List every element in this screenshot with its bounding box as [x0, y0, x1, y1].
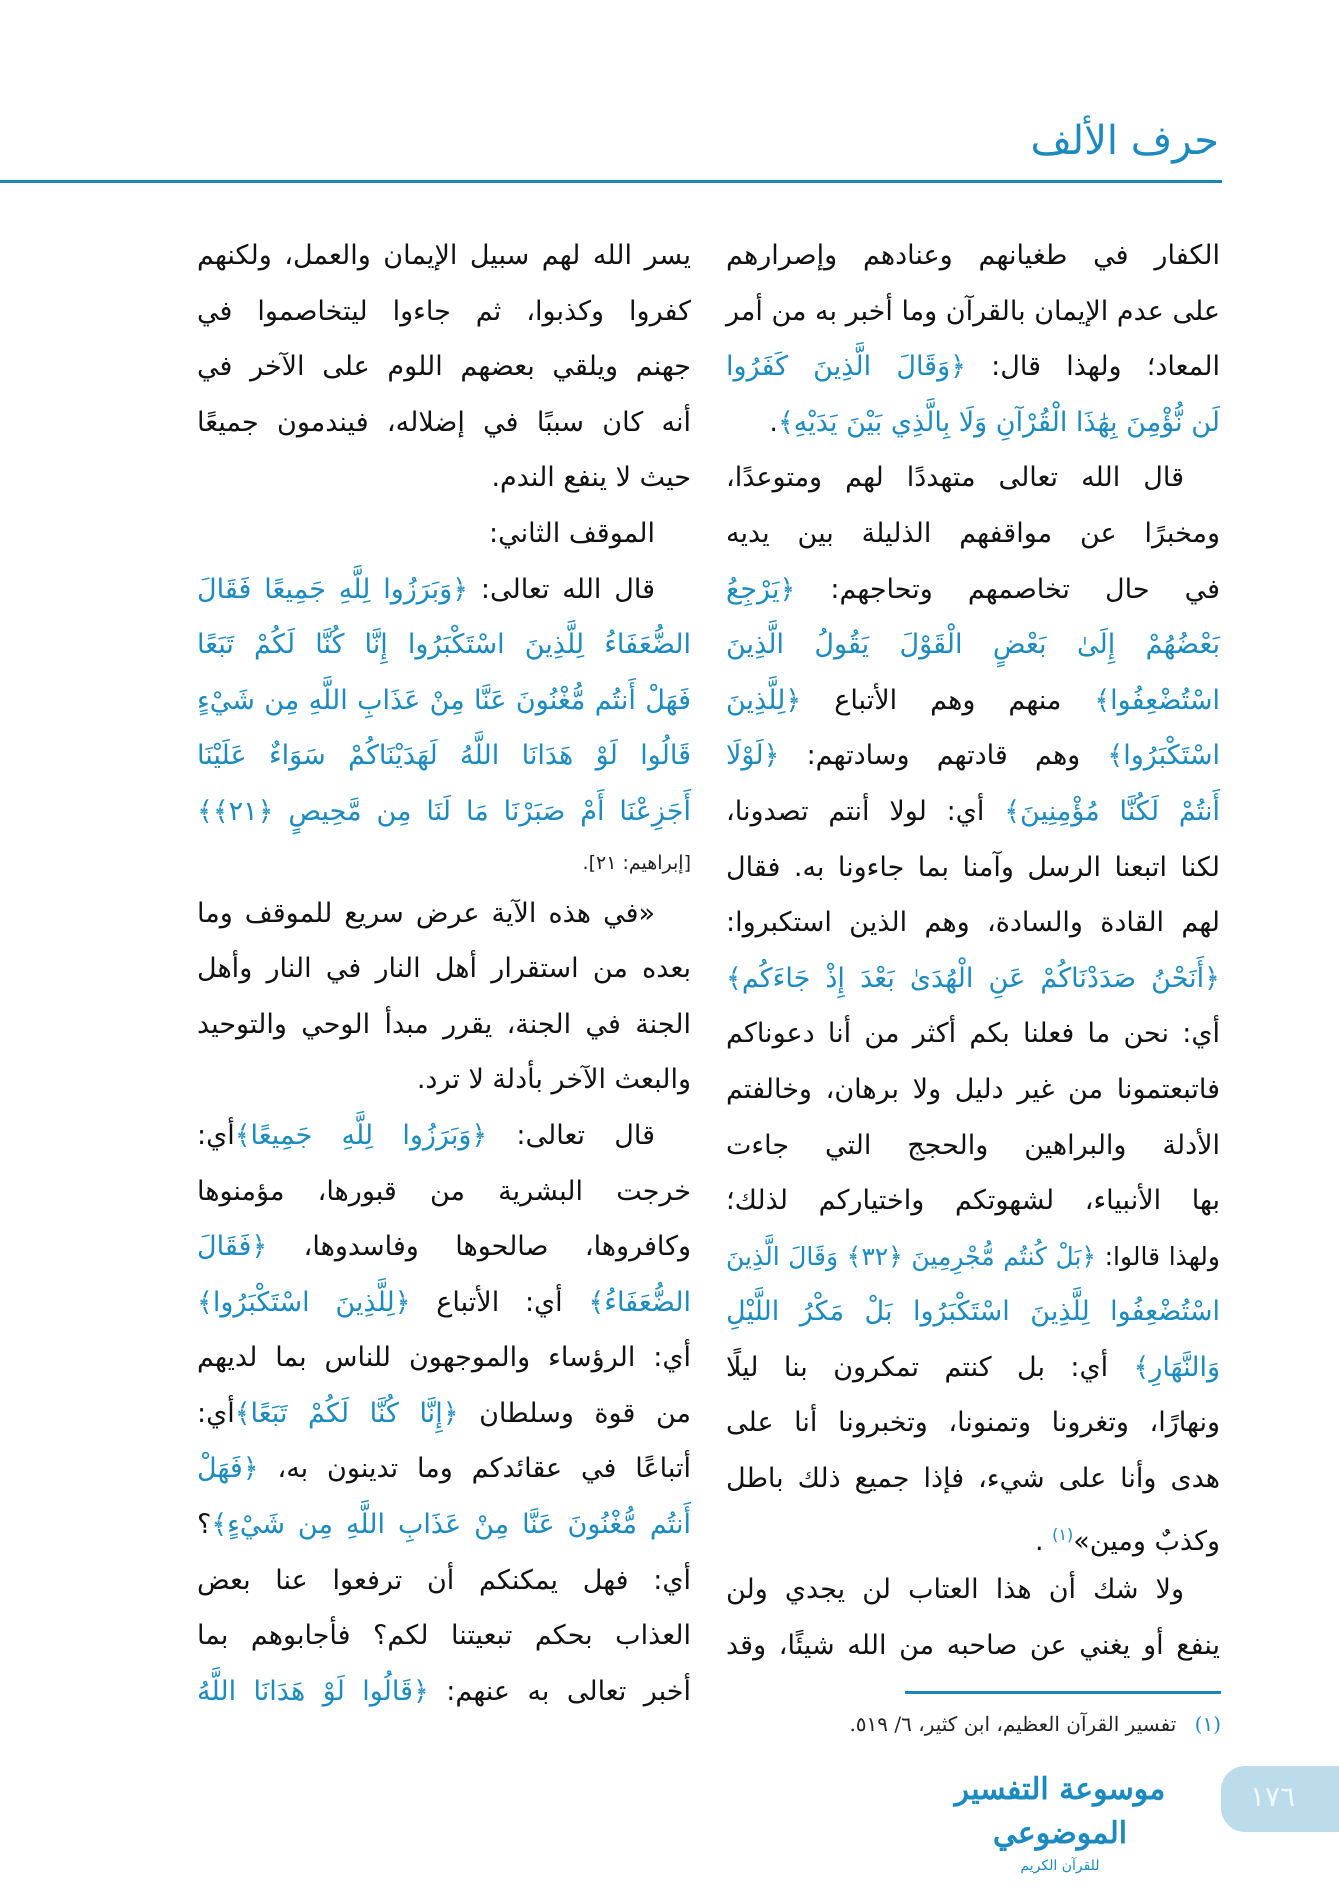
body-text: وكافروها، صالحوها وفاسدوها، — [267, 1231, 691, 1263]
text-line — [726, 450, 1220, 506]
text-line — [726, 895, 1220, 951]
text-line — [197, 395, 691, 451]
body-text: . — [1034, 1525, 1053, 1557]
body-text: «في هذه الآية عرض سريع للموقف وما — [197, 897, 655, 929]
line-content — [197, 1620, 691, 1651]
body-text: . — [769, 406, 778, 438]
body-text: في حال تخاصمهم وتحاجهم: — [795, 573, 1220, 605]
text-line — [197, 617, 691, 673]
logo-subtitle: للقرآن الكريم — [1020, 1858, 1100, 1874]
line-content — [197, 1453, 691, 1484]
line-content — [726, 1407, 1220, 1438]
text-line — [726, 1118, 1220, 1174]
quran-verse-text: ﴿فَهَلْ — [197, 1453, 259, 1485]
text-line — [726, 1284, 1220, 1340]
body-text: أخبر تعالى به عنهم: — [428, 1675, 691, 1707]
line-content — [197, 1565, 691, 1596]
text-line — [726, 562, 1220, 618]
line-content — [726, 1074, 1220, 1105]
body-text: قال الله تعالى متهددًا لهم ومتوعدًا، — [726, 462, 1184, 494]
text-line — [197, 562, 691, 618]
body-text: [إبراهيم: ٢١]. — [582, 851, 691, 874]
body-text: خرجت البشرية من قبورها، مؤمنوها — [197, 1175, 691, 1207]
text-line — [726, 1006, 1220, 1062]
body-text: والبعث الآخر بأدلة لا ترد. — [416, 1064, 691, 1096]
quran-verse-text: ﴿أَنَحْنُ صَدَدْنَاكُمْ عَنِ الْهُدَىٰ بَعْدَ إِذْ جَاءَكُم﴾ — [726, 962, 1220, 994]
line-content — [726, 685, 1220, 716]
text-line — [197, 228, 691, 284]
body-text: المعاد؛ ولهذا قال: — [965, 351, 1220, 383]
line-content — [726, 1130, 1220, 1161]
text-line — [726, 1562, 1220, 1618]
text-line — [197, 1164, 691, 1220]
line-content — [583, 852, 691, 874]
line-content — [197, 629, 691, 660]
page-number: ١٧٦ — [1250, 1780, 1296, 1813]
text-line — [197, 941, 691, 997]
text-line — [197, 784, 691, 840]
text-line — [197, 1219, 691, 1275]
quran-verse-text: أَجَزِعْنَا أَمْ صَبَرْنَا مَا لَنَا مِن مَّحِيصٍ ﴿٢١﴾﴾ — [197, 795, 691, 827]
line-content — [726, 1018, 1220, 1049]
line-content — [726, 462, 1184, 493]
quran-verse-text: ﴿لَوْلَا — [726, 740, 780, 772]
quran-verse-text: ﴿لِلَّذِينَ — [726, 684, 802, 716]
text-line — [197, 1664, 691, 1720]
body-text: أنه كان سببًا في إضلاله، فيندمون جميعًا — [197, 406, 691, 438]
body-text: أتباعًا في عقائدكم وما تدينون به، — [258, 1453, 691, 1485]
right-text-column — [726, 228, 1220, 1673]
quran-verse-text: الضُّعَفَاءُ﴾ — [588, 1286, 691, 1318]
line-content — [197, 240, 691, 271]
line-content — [197, 1009, 691, 1040]
line-content — [726, 796, 1220, 827]
line-content — [726, 1352, 1220, 1383]
text-line — [726, 951, 1220, 1007]
body-text: أي: نحن ما فعلنا بكم أكثر من أنا دعوناكم — [726, 1018, 1220, 1050]
body-text: بها الأنبياء، لشهوتكم واختياركم لذلك؛ — [726, 1185, 1220, 1217]
line-content — [197, 898, 655, 929]
body-text: أي: الأتباع — [410, 1286, 589, 1318]
text-line — [726, 1062, 1220, 1118]
text-line — [197, 673, 691, 729]
line-content — [726, 574, 1220, 605]
line-content — [726, 351, 1220, 382]
line-content — [726, 296, 1220, 327]
quran-verse-text: أَنتُمْ لَكُنَّا مُؤْمِنِينَ﴾ — [1004, 795, 1220, 827]
quran-verse-text: ﴿يَرْجِعُ — [726, 573, 796, 605]
line-content — [489, 518, 655, 549]
text-line — [197, 1553, 691, 1609]
quran-verse-text: فَهَلْ أَنتُم مُّغْنُونَ عَنَّا مِنْ عَذَابِ اللَّهِ مِن شَيْءٍ — [197, 684, 691, 716]
quran-verse-text: ﴿وَبَرَزُوا لِلَّهِ جَمِيعًا﴾ — [234, 1119, 488, 1151]
text-line — [197, 1608, 691, 1664]
line-content — [726, 1630, 1220, 1661]
text-line — [197, 1386, 691, 1442]
footnote — [849, 1712, 1221, 1736]
body-text: الكفار في طغيانهم وعنادهم وإصرارهم — [726, 240, 1220, 271]
text-line — [726, 1340, 1220, 1396]
encyclopedia-logo — [935, 1768, 1185, 1874]
text-line — [197, 1275, 691, 1331]
footnote-divider — [905, 1691, 1221, 1694]
line-content — [197, 1676, 691, 1707]
text-line — [726, 784, 1220, 840]
line-content — [197, 1120, 655, 1151]
body-text: أي: لولا أنتم تصدونا، — [726, 795, 1005, 827]
quran-verse-text: قَالُوا لَوْ هَدَانَا اللَّهُ لَهَدَيْنَاكُمْ سَوَاءٌ عَلَيْنَا — [197, 740, 691, 772]
body-text: بعده من استقرار أهل النار في النار وأهل — [197, 953, 691, 985]
quran-verse-text: ﴿إِنَّا كُنَّا لَكُمْ تَبَعًا﴾ — [234, 1397, 459, 1429]
text-line — [197, 886, 691, 942]
body-text: ؟ — [197, 1509, 212, 1541]
text-line — [726, 1173, 1220, 1229]
line-content — [197, 796, 691, 827]
line-content — [726, 1185, 1220, 1216]
line-content — [726, 852, 1220, 883]
line-content — [197, 1287, 691, 1318]
body-text: ولا شك أن هذا العتاب لن يجدي ولن — [726, 1574, 1184, 1606]
text-line — [197, 450, 691, 506]
line-content — [726, 240, 1220, 271]
text-line — [726, 284, 1220, 340]
body-text: حيث لا ينفع الندم. — [491, 462, 691, 494]
body-text: أي: — [197, 1119, 235, 1151]
line-content — [491, 462, 691, 493]
body-text: قال تعالى: — [487, 1119, 655, 1151]
body-text: ينفع أو يغني عن صاحبه من الله شيئًا، وقد — [726, 1629, 1220, 1661]
text-line — [726, 673, 1220, 729]
line-content — [197, 1509, 691, 1540]
text-line — [197, 1441, 691, 1497]
quran-verse-text: ﴿قَالُوا لَوْ هَدَانَا اللَّهُ — [197, 1675, 429, 1707]
body-text: أي: الرؤساء والموجهون للناس بما لديهم — [197, 1342, 691, 1374]
text-line — [726, 506, 1220, 562]
text-line — [726, 617, 1220, 673]
text-line — [197, 339, 691, 395]
text-line — [726, 1618, 1220, 1674]
line-content — [726, 1574, 1184, 1605]
text-line — [726, 395, 1220, 451]
line-content — [197, 1342, 691, 1373]
line-content — [1035, 1526, 1220, 1557]
quran-verse-text: اسْتُضْعِفُوا لِلَّذِينَ اسْتَكْبَرُوا بَلْ مَكْرُ اللَّيْلِ — [726, 1296, 1220, 1328]
quran-verse-text: أَنتُم مُّغْنُونَ عَنَّا مِنْ عَذَابِ اللَّهِ مِن شَيْءٍ﴾ — [211, 1509, 691, 1541]
body-text: لكنا اتبعنا الرسل وآمنا بما جاءونا به. فقال — [726, 851, 1220, 883]
text-line — [197, 1497, 691, 1553]
body-text: كفروا وكذبوا، ثم جاءوا ليتخاصموا في — [197, 295, 691, 327]
text-line — [726, 1229, 1220, 1285]
body-text: الجنة في الجنة، يقرر مبدأ الوحي والتوحيد — [197, 1008, 691, 1040]
line-content — [197, 407, 691, 438]
body-text: ومخبرًا عن مواقفهم الذليلة بين يديه — [726, 517, 1220, 549]
body-text: على عدم الإيمان بالقرآن وما أخبر به من أمر — [726, 295, 1220, 327]
line-content — [769, 407, 1220, 438]
footnote-text: تفسير القرآن العظيم، ابن كثير، ٦/ ٥١٩. — [849, 1712, 1177, 1736]
body-text: ولهذا قالوا: — [1096, 1241, 1220, 1271]
line-content — [726, 907, 1220, 938]
body-text: يسر الله لهم سبيل الإيمان والعمل، ولكنهم — [197, 240, 691, 271]
body-text: من قوة وسلطان — [458, 1397, 691, 1429]
quran-verse-text: ﴿فَقَالَ — [197, 1231, 268, 1263]
text-line — [726, 228, 1220, 284]
body-text: أي: فهل يمكنكم أن ترفعوا عنا بعض — [197, 1564, 691, 1596]
line-content — [726, 1463, 1220, 1494]
line-content — [197, 1176, 691, 1207]
line-content — [197, 351, 691, 382]
text-line — [726, 728, 1220, 784]
body-text: أي: بل كنتم تمكرون بنا ليلًا — [726, 1351, 1134, 1383]
quran-verse-text: لَن نُّؤْمِنَ بِهَٰذَا الْقُرْآنِ وَلَا بِالَّذِي بَيْنَ يَدَيْهِ﴾ — [777, 406, 1220, 438]
text-line — [726, 339, 1220, 395]
text-line — [197, 728, 691, 784]
logo-title: موسوعة التفسير الموضوعي — [954, 1772, 1166, 1851]
line-content — [726, 740, 1220, 771]
text-line — [197, 997, 691, 1053]
line-content — [197, 1398, 691, 1429]
text-line — [197, 1052, 691, 1108]
quran-verse-text: ﴿وَبَرَزُوا لِلَّهِ جَمِيعًا فَقَالَ — [197, 573, 469, 605]
line-content — [726, 963, 1220, 994]
text-line — [197, 840, 691, 886]
line-content — [197, 574, 655, 605]
body-text: الموقف الثاني: — [489, 517, 655, 549]
body-text: فاتبعتمونا من غير دليل ولا برهان، وخالفتم — [726, 1073, 1220, 1105]
body-text: لهم القادة والسادة، وهم الذين استكبروا: — [726, 907, 1220, 939]
text-line — [197, 284, 691, 340]
line-content — [197, 1231, 691, 1262]
body-text: قال الله تعالى: — [468, 573, 655, 605]
left-text-column — [197, 228, 691, 1719]
body-text: العذاب بحكم تبعيتنا لكم؟ فأجابوهم بما — [197, 1620, 691, 1652]
quran-verse-text: اسْتُضْعِفُوا﴾ — [1094, 684, 1220, 716]
text-line — [726, 840, 1220, 896]
text-line — [726, 1451, 1220, 1507]
quran-verse-text: بَعْضُهُمْ إِلَىٰ بَعْضٍ الْقَوْلَ يَقُولُ الَّذِينَ — [726, 629, 1220, 661]
footnote-number: (١) — [1194, 1712, 1221, 1736]
quran-verse-text: وَالنَّهَارِ﴾ — [1133, 1351, 1220, 1383]
line-content — [197, 953, 691, 984]
line-content — [197, 296, 691, 327]
line-content — [197, 685, 691, 716]
body-text: وهم قادتهم وسادتهم: — [779, 740, 1108, 772]
line-content — [417, 1064, 691, 1095]
text-line — [197, 506, 691, 562]
body-text: هدى وأنا على شيء، فإذا جميع ذلك باطل — [726, 1463, 1220, 1495]
text-line — [726, 1395, 1220, 1451]
chapter-title: حرف الألف — [1030, 118, 1219, 164]
body-text: أي: — [197, 1397, 235, 1429]
line-content — [726, 518, 1220, 549]
footnote-reference: (١) — [1052, 1524, 1074, 1544]
quran-verse-text: ﴿بَلْ كُنتُم مُّجْرِمِينَ ﴿٣٢﴾ وَقَالَ الَّذِينَ — [726, 1241, 1097, 1271]
body-text: جهنم ويلقي بعضهم اللوم على الآخر في — [197, 351, 691, 383]
quran-verse-text: ﴿لِلَّذِينَ اسْتَكْبَرُوا﴾ — [197, 1286, 411, 1318]
quran-verse-text: الضُّعَفَاءُ لِلَّذِينَ اسْتَكْبَرُوا إِنَّا كُنَّا لَكُمْ تَبَعًا — [197, 629, 691, 661]
line-content — [726, 629, 1220, 660]
line-content — [197, 740, 691, 771]
body-text: منهم وهم الأتباع — [801, 684, 1095, 716]
line-content — [726, 1242, 1220, 1271]
body-text: وكذبٌ ومين» — [1073, 1525, 1220, 1557]
header-rule — [0, 180, 1222, 183]
body-text: الأدلة والبراهين والحجج التي جاءت — [726, 1129, 1220, 1161]
text-line — [726, 1507, 1220, 1563]
text-line — [197, 1108, 691, 1164]
body-text: ونهارًا، وتغرونا وتمنونا، وتخبرونا أنا على — [726, 1407, 1220, 1439]
quran-verse-text: ﴿وَقَالَ الَّذِينَ كَفَرُوا — [726, 351, 966, 383]
quran-verse-text: اسْتَكْبَرُوا﴾ — [1107, 740, 1220, 772]
text-line — [197, 1330, 691, 1386]
line-content — [726, 1296, 1220, 1327]
